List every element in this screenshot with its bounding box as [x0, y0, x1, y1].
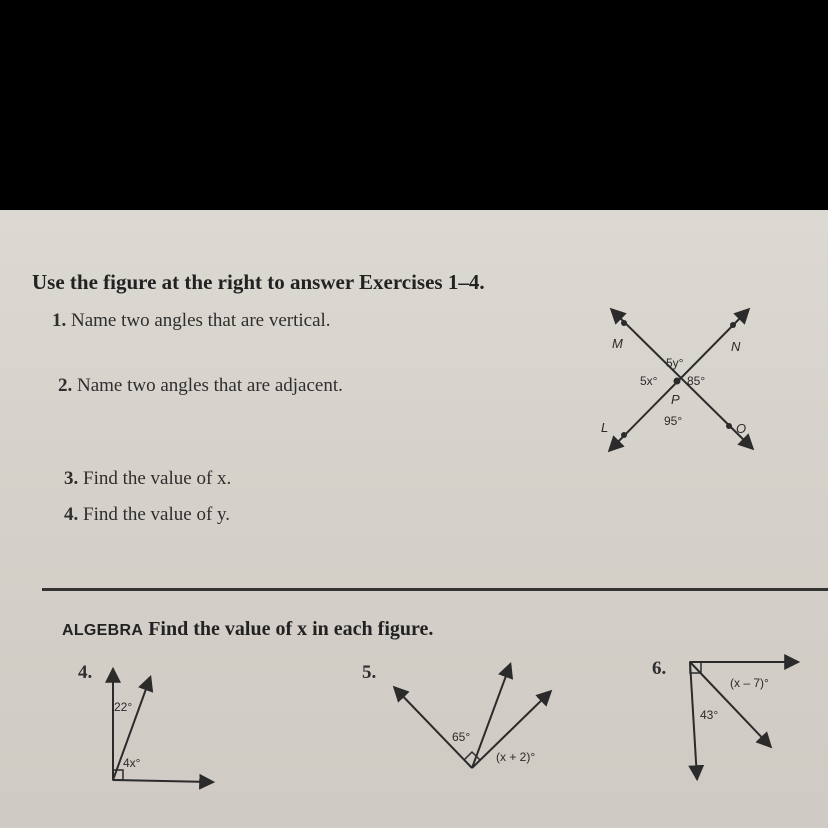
- label-point-p: P: [671, 392, 680, 407]
- fig6-label-43: 43°: [700, 708, 719, 722]
- exercise-number: 2.: [58, 375, 73, 396]
- angle-label-85: 85°: [687, 374, 706, 388]
- exercise-number: 1.: [52, 310, 67, 331]
- figure-4-number: 4.: [78, 662, 93, 683]
- angle-label-95: 95°: [664, 414, 683, 428]
- worksheet-paper: [0, 210, 828, 828]
- section-divider: [42, 588, 828, 591]
- label-point-m: M: [612, 336, 623, 351]
- fig5-label-x-plus-2: (x + 2)°: [496, 750, 536, 764]
- fig6-label-x-minus-7: (x – 7)°: [730, 676, 769, 690]
- point-n-dot: [730, 322, 736, 328]
- exercise-number: 4.: [64, 504, 79, 525]
- point-l-dot: [621, 432, 627, 438]
- fig4-horizontal-ray: [113, 780, 212, 782]
- exercise-text: Find the value of x.: [83, 468, 232, 489]
- exercise-number: 3.: [64, 468, 79, 489]
- intersecting-lines-figure: [0, 210, 828, 828]
- fig6-diagonal-ray: [690, 662, 770, 746]
- algebra-instruction: Find the value of x in each figure.: [148, 618, 434, 640]
- fig4-label-22: 22°: [114, 700, 133, 714]
- algebra-heading: [62, 618, 433, 641]
- angle-label-5y: 5y°: [666, 356, 684, 370]
- point-o-dot: [726, 423, 732, 429]
- figure-5-number: 5.: [362, 662, 377, 683]
- exercise-text: Name two angles that are adjacent.: [77, 375, 343, 396]
- fig4-label-4x: 4x°: [123, 756, 141, 770]
- angle-label-5x: 5x°: [640, 374, 658, 388]
- label-point-l: L: [601, 420, 609, 435]
- point-p-dot: [674, 378, 681, 385]
- exercises-heading: Use the figure at the right to answer Exercises 1–4.: [32, 270, 485, 294]
- algebra-keyword: ALGEBRA: [62, 622, 144, 639]
- exercise-text: Find the value of y.: [83, 504, 231, 525]
- label-point-n: N: [731, 339, 741, 354]
- fig5-label-65: 65°: [452, 730, 471, 744]
- fig5-left-ray: [395, 688, 472, 768]
- figure-6-number: 6.: [652, 658, 667, 679]
- label-point-o: O: [736, 421, 747, 436]
- point-m-dot: [621, 320, 627, 326]
- exercise-text: Name two angles that are vertical.: [71, 310, 331, 331]
- fig6-vertical-ray: [690, 662, 697, 778]
